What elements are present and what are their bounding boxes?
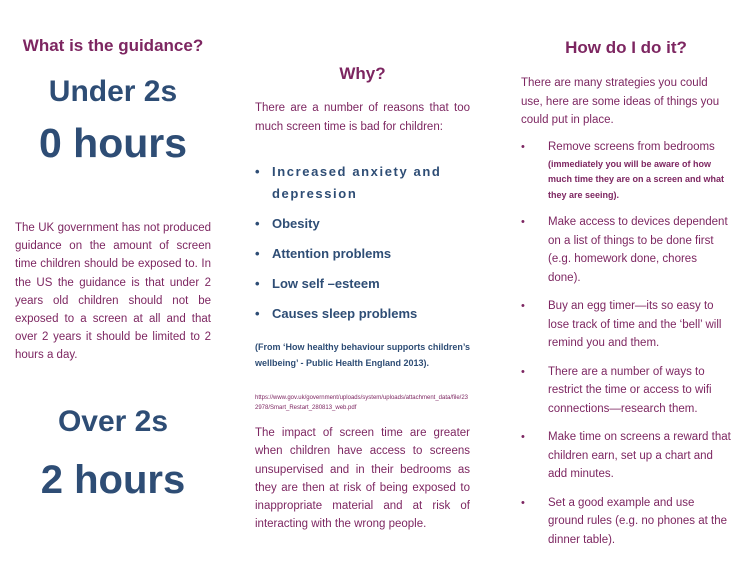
over-2s-hours: 2 hours [40,458,186,502]
bullet-icon: • [255,276,260,291]
guidance-paragraph: The UK government has not produced guidance on the amount of screen time children should be exposed to. In the US the guidance is that under 2 years old children should not be exposed to a screen at all and that over 2 years it should be limited to 2 hours a day. [15,222,211,362]
list-item: • There are a number of ways to restrict the time or access to wifi connections—research them. [521,363,731,419]
over-2s-label: Over 2s [57,405,169,438]
bullet-icon: • [521,365,525,378]
list-item: • Low self –esteem [255,273,470,295]
list-item: • Increased anxiety and depression [255,161,470,205]
how-heading: How do I do it? [565,38,687,57]
list-item: • Obesity [255,213,470,235]
bullet-icon: • [255,246,260,261]
impact-paragraph: The impact of screen time are greater when children have access to screens unsupervised and in their bedrooms as they are then at risk of being exposed to inappropriate material and at risk of interacting with the wrong people. [255,427,470,531]
under-2s-label: Under 2s [48,75,178,108]
citation: (From ‘How healthy behaviour supports children’s wellbeing’ - Public Health England 2013). [255,342,470,368]
strategies-list [521,138,731,559]
list-item: • Attention problems [255,243,470,265]
why-heading: Why? [339,64,386,83]
list-item: • Remove screens from bedrooms (immediately you will be aware of how much time they are on a screen and what they are seeing). [521,138,731,203]
list-item: • Buy an egg timer—its so easy to lose track of time and the ‘bell’ will remind you and them. [521,297,731,353]
how-intro: There are many strategies you could use, here are some ideas of things you could put in place. [521,77,720,126]
list-item: • Make access to devices dependent on a list of things to be done first (e.g. homework done, chores done). [521,213,731,287]
why-intro: There are a number of reasons that too much screen time is bad for children: [255,102,470,133]
source-link[interactable]: https://www.gov.uk/government/uploads/system/uploads/attachment_data/file/232978/Smart_Restart_280813_web.pdf [255,395,469,411]
guidance-heading: What is the guidance? [22,36,204,55]
bullet-icon: • [521,216,525,228]
list-item: • Set a good example and use ground rules (e.g. no phones at the dinner table). [521,494,731,550]
bullet-icon: • [521,141,525,153]
under-2s-hours: 0 hours [38,120,188,166]
bullet-icon: • [255,164,262,179]
bullet-icon: • [255,216,260,231]
bullet-icon: • [521,496,525,509]
list-item: • Make time on screens a reward that children earn, set up a chart and add minutes. [521,428,731,484]
bullet-icon: • [521,300,525,312]
bullet-icon: • [255,306,260,321]
list-item: • Causes sleep problems [255,303,470,325]
reasons-list [255,161,470,333]
bullet-icon: • [521,431,525,443]
